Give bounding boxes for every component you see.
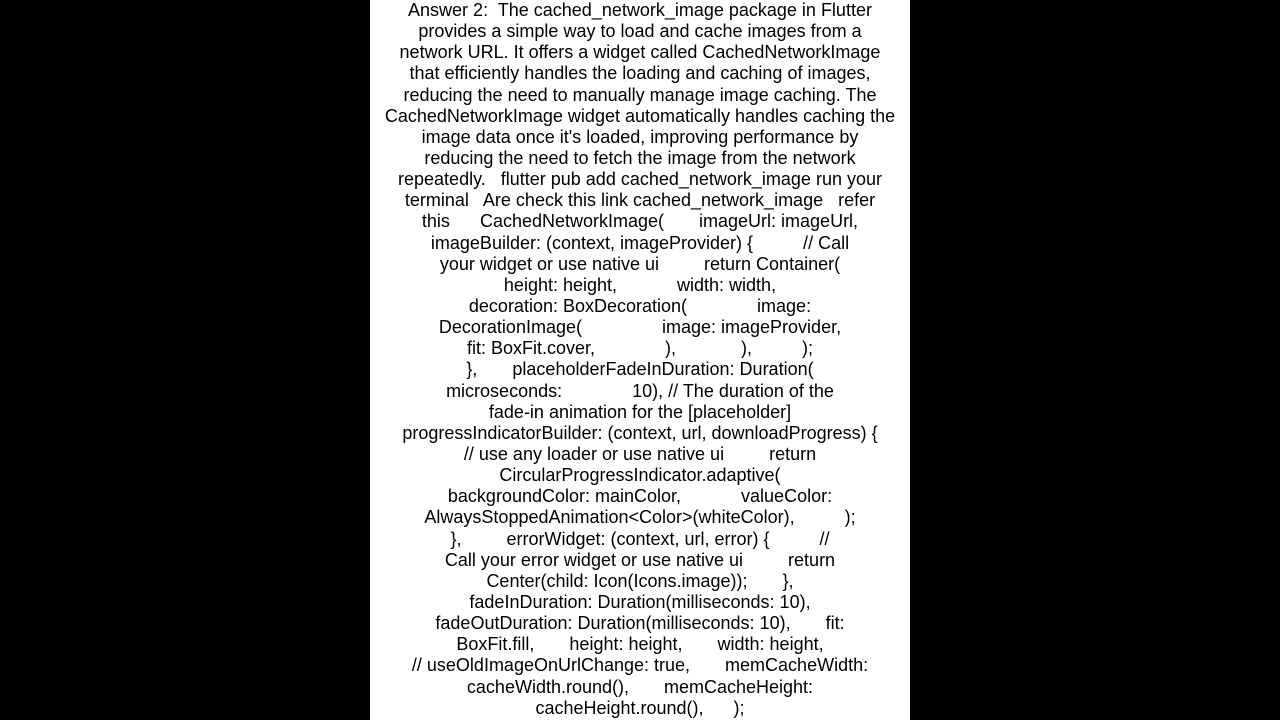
answer-line: backgroundColor: mainColor, valueColor:: [447, 486, 833, 507]
answer-line: progressIndicatorBuilder: (context, url, downloadProgress) {: [402, 422, 878, 443]
answer-line: fadeInDuration: Duration(milliseconds: 10),: [469, 591, 811, 612]
answer-line: your widget or use native ui return Container(: [439, 253, 841, 274]
answer-line: CachedNetworkImage widget automatically handles caching the: [384, 105, 896, 126]
answer-line: CircularProgressIndicator.adaptive(: [499, 465, 781, 486]
answer-line: imageBuilder: (context, imageProvider) { // Call: [430, 232, 850, 253]
answer-text: [370, 0, 910, 719]
answer-line: Center(child: Icon(Icons.image)); },: [486, 570, 794, 591]
answer-line: Call your error widget or use native ui return: [444, 549, 836, 570]
answer-line: Answer 2: The cached_network_image package in Flutter: [408, 0, 872, 20]
answer-line: terminal Are check this link cached_network_image refer: [404, 190, 876, 211]
answer-line: provides a simple way to load and cache images from a: [418, 21, 862, 42]
answer-line: reducing the need to manually manage image caching. The: [403, 84, 877, 105]
answer-line: cacheHeight.round(), );: [535, 697, 745, 718]
answer-line: // useOldImageOnUrlChange: true, memCacheWidth:: [411, 655, 869, 676]
answer-line: fadeOutDuration: Duration(milliseconds: 10), fit:: [435, 613, 845, 634]
answer-line: that efficiently handles the loading and caching of images,: [409, 63, 871, 84]
answer-line: microseconds: 10), // The duration of the: [446, 380, 834, 401]
answer-line: this CachedNetworkImage( imageUrl: imageUrl,: [421, 211, 859, 232]
answer-line: }, errorWidget: (context, url, error) { //: [450, 528, 830, 549]
answer-line: fit: BoxFit.cover, ), ), );: [466, 338, 814, 359]
answer-line: fade-in animation for the [placeholder]: [488, 401, 792, 422]
answer-line: }, placeholderFadeInDuration: Duration(: [466, 359, 814, 380]
answer-line: AlwaysStoppedAnimation<Color>(whiteColor), );: [424, 507, 856, 528]
answer-line: decoration: BoxDecoration( image:: [468, 295, 812, 316]
answer-line: network URL. It offers a widget called CachedNetworkImage: [399, 42, 881, 63]
answer-line: // use any loader or use native ui return: [463, 443, 817, 464]
answer-line: cacheWidth.round(), memCacheHeight:: [466, 676, 814, 697]
answer-line: reducing the need to fetch the image from the network: [424, 147, 856, 168]
answer-line: image data once it's loaded, improving performance by: [421, 126, 859, 147]
answer-line: DecorationImage( image: imageProvider,: [438, 317, 842, 338]
answer-line: height: height, width: width,: [503, 274, 777, 295]
answer-panel: [370, 0, 910, 720]
answer-line: repeatedly. flutter pub add cached_network_image run your: [398, 169, 882, 190]
answer-line: BoxFit.fill, height: height, width: height,: [456, 634, 824, 655]
